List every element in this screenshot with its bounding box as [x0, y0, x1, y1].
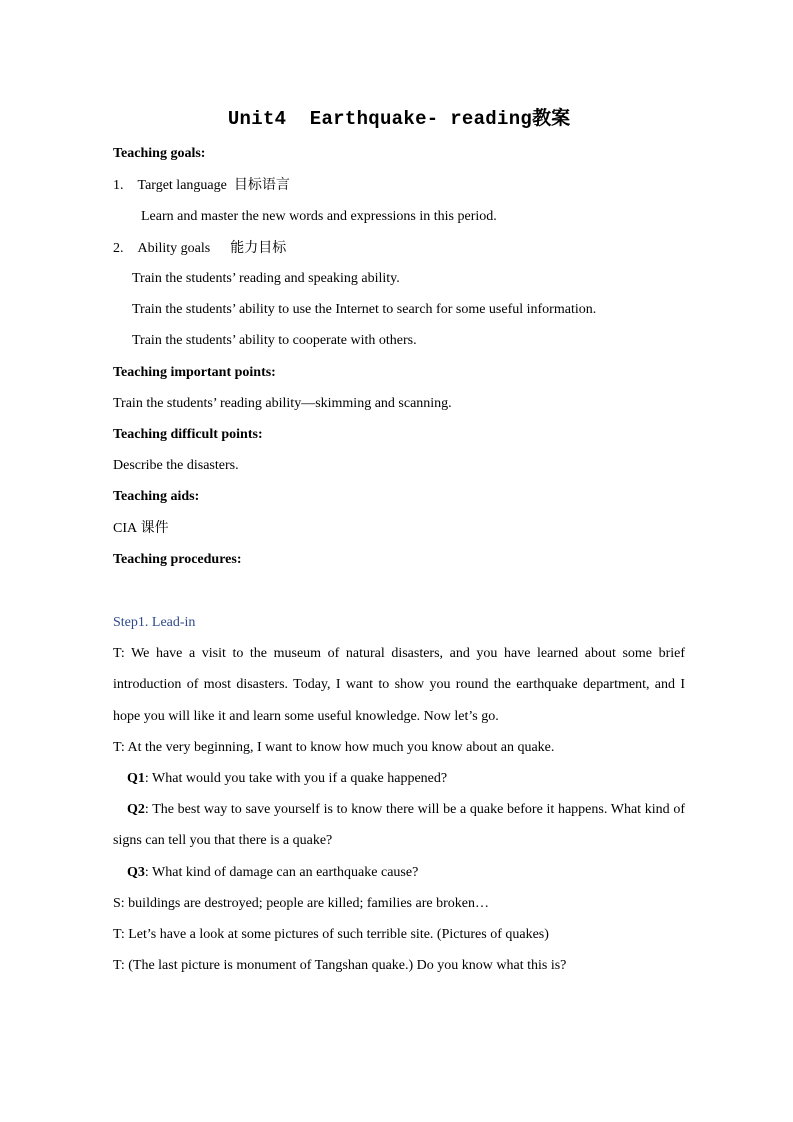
goal-item-1	[113, 176, 290, 195]
goal-item-1-label: Target language	[137, 178, 227, 193]
goal-item-2-line-3: Train the students’ ability to cooperate with others.	[132, 333, 417, 348]
difficult-heading: Teaching difficult points:	[113, 427, 263, 442]
question-1-text: : What would you take with you if a quake happened?	[144, 771, 448, 786]
goal-item-2-line-2: Train the students’ ability to use the Internet to search for some useful information.	[132, 302, 597, 317]
important-text: Train the students’ reading ability—skimming and scanning.	[113, 396, 452, 411]
document-title	[113, 103, 685, 130]
important-heading: Teaching important points:	[113, 365, 276, 380]
question-3-label: Q3	[127, 865, 145, 880]
question-2	[113, 794, 685, 857]
goal-item-1-number: 1.	[113, 178, 124, 193]
step1-paragraph-1: T: We have a visit to the museum of natural disasters, and you have learned about some brief introduction of most disasters. Today, I want to show you round the earthquake department, and I hope you will like it and learn some useful knowledge. Now let’s go.	[113, 646, 685, 724]
question-2-label: Q2	[127, 802, 145, 817]
goal-item-1-cjk: 目标语言	[233, 177, 290, 193]
goal-item-2-number: 2.	[113, 241, 124, 256]
step1-heading: Step1. Lead-in	[113, 615, 196, 630]
student-answer: S: buildings are destroyed; people are killed; families are broken…	[113, 896, 489, 911]
teacher-line-2: T: (The last picture is monument of Tangshan quake.) Do you know what this is?	[113, 958, 567, 973]
title-cjk: 教案	[532, 107, 571, 129]
goal-item-2	[113, 239, 286, 258]
question-1	[127, 770, 447, 788]
procedures-heading: Teaching procedures:	[113, 552, 242, 567]
goals-heading: Teaching goals:	[113, 146, 206, 161]
teacher-line-1: T: Let’s have a look at some pictures of such terrible site. (Pictures of quakes)	[113, 927, 549, 942]
aids-text-cjk: 课件	[140, 520, 169, 536]
step1-paragraph-2: T: At the very beginning, I want to know how much you know about an quake.	[113, 740, 555, 755]
aids-heading: Teaching aids:	[113, 489, 200, 504]
goal-item-2-label: Ability goals	[137, 241, 211, 256]
question-1-label: Q1	[127, 771, 145, 786]
question-3	[127, 864, 418, 882]
question-3-text: : What kind of damage can an earthquake cause?	[144, 865, 419, 880]
title-main: Unit4 Earthquake- reading	[227, 108, 533, 130]
goal-item-1-text: Learn and master the new words and expressions in this period.	[141, 209, 497, 224]
question-2-text: : The best way to save yourself is to know there will be a quake before it happens. What kind of signs can tell you that there is a quake?	[113, 802, 685, 849]
goal-item-2-line-1: Train the students’ reading and speaking ability.	[132, 271, 400, 286]
goal-item-2-cjk: 能力目标	[230, 240, 287, 256]
difficult-text: Describe the disasters.	[113, 458, 239, 473]
aids-text	[113, 519, 169, 538]
aids-text-latin: CIA	[113, 521, 138, 536]
